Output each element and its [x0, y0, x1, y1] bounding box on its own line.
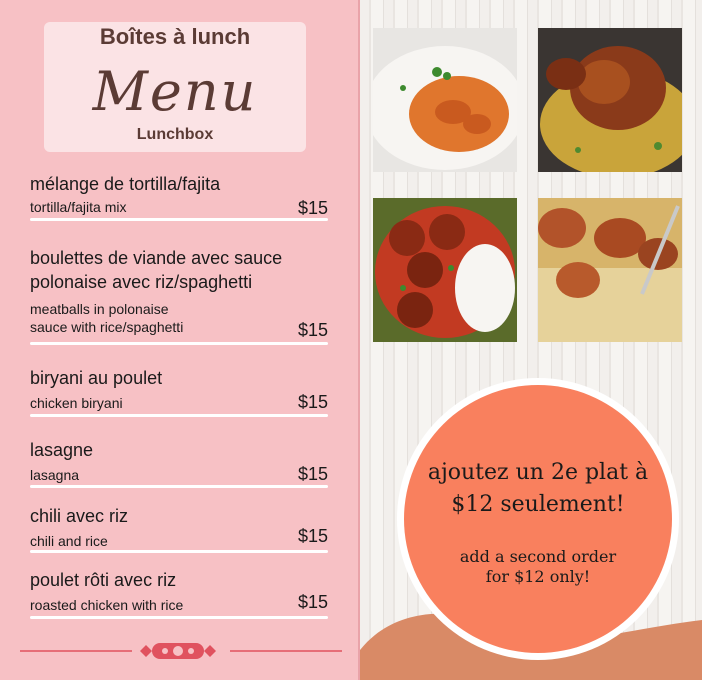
photo-roast-chicken-rice: [538, 28, 682, 172]
item-name-en: roasted chicken with rice: [30, 597, 184, 613]
item-divider: [30, 485, 328, 488]
item-name-en: chili and rice: [30, 533, 108, 549]
item-price: $15: [297, 392, 328, 412]
item-divider: [30, 550, 328, 553]
item-divider: [30, 414, 328, 417]
item-divider: [30, 616, 328, 619]
promo-text-en: [404, 547, 672, 587]
item-name-fr-line1: boulettes de viande avec sauce: [30, 248, 283, 268]
item-name-fr: lasagne: [30, 440, 94, 460]
header-top-text: Boîtes à lunch: [99, 24, 251, 49]
promo-fr-line1: ajoutez un 2e plat à: [427, 460, 649, 485]
item-name-fr: biryani au poulet: [30, 368, 163, 388]
promo-circle: [404, 385, 672, 653]
item-name-fr-line2: polonaise avec riz/spaghetti: [30, 272, 253, 292]
promo-en-line1: add a second order: [459, 547, 617, 566]
item-price: $15: [297, 320, 328, 340]
item-name-en: chicken biryani: [30, 395, 123, 411]
item-name-fr: chili avec riz: [30, 506, 129, 526]
item-name-en-line2: sauce with rice/spaghetti: [30, 319, 184, 335]
photo-butter-chicken-rice: [373, 28, 517, 172]
promo-en-line2: for $12 only!: [485, 567, 591, 586]
photo-baked-chicken-rice: [538, 198, 682, 342]
item-price: $15: [297, 592, 328, 612]
menu-item-meatballs: [30, 246, 330, 346]
menu-item-tortilla: [30, 172, 330, 222]
item-name-en: tortilla/fajita mix: [30, 199, 127, 215]
item-name-fr: mélange de tortilla/fajita: [30, 174, 221, 194]
menu-header: [44, 22, 306, 152]
item-divider: [30, 218, 328, 221]
photo-meatballs-sauce-rice: [373, 198, 517, 342]
item-price: $15: [297, 198, 328, 218]
item-price: $15: [297, 526, 328, 546]
menu-item-lasagne: [30, 438, 330, 488]
promo-fr-line2: $12 seulement!: [451, 492, 625, 517]
header-subtitle: Lunchbox: [136, 126, 214, 143]
ornament-divider: [20, 640, 342, 662]
item-price: $15: [297, 464, 328, 484]
item-name-fr: poulet rôti avec riz: [30, 570, 177, 590]
menu-title: Menu: [92, 60, 258, 123]
menu-item-chili: [30, 504, 330, 554]
item-name-en: lasagna: [30, 467, 80, 483]
promo-text-fr: [404, 457, 672, 521]
item-name-en-line1: meatballs in polonaise: [30, 301, 169, 317]
menu-item-roast-chicken: [30, 568, 330, 618]
menu-item-biryani: [30, 366, 330, 416]
item-divider: [30, 342, 328, 345]
